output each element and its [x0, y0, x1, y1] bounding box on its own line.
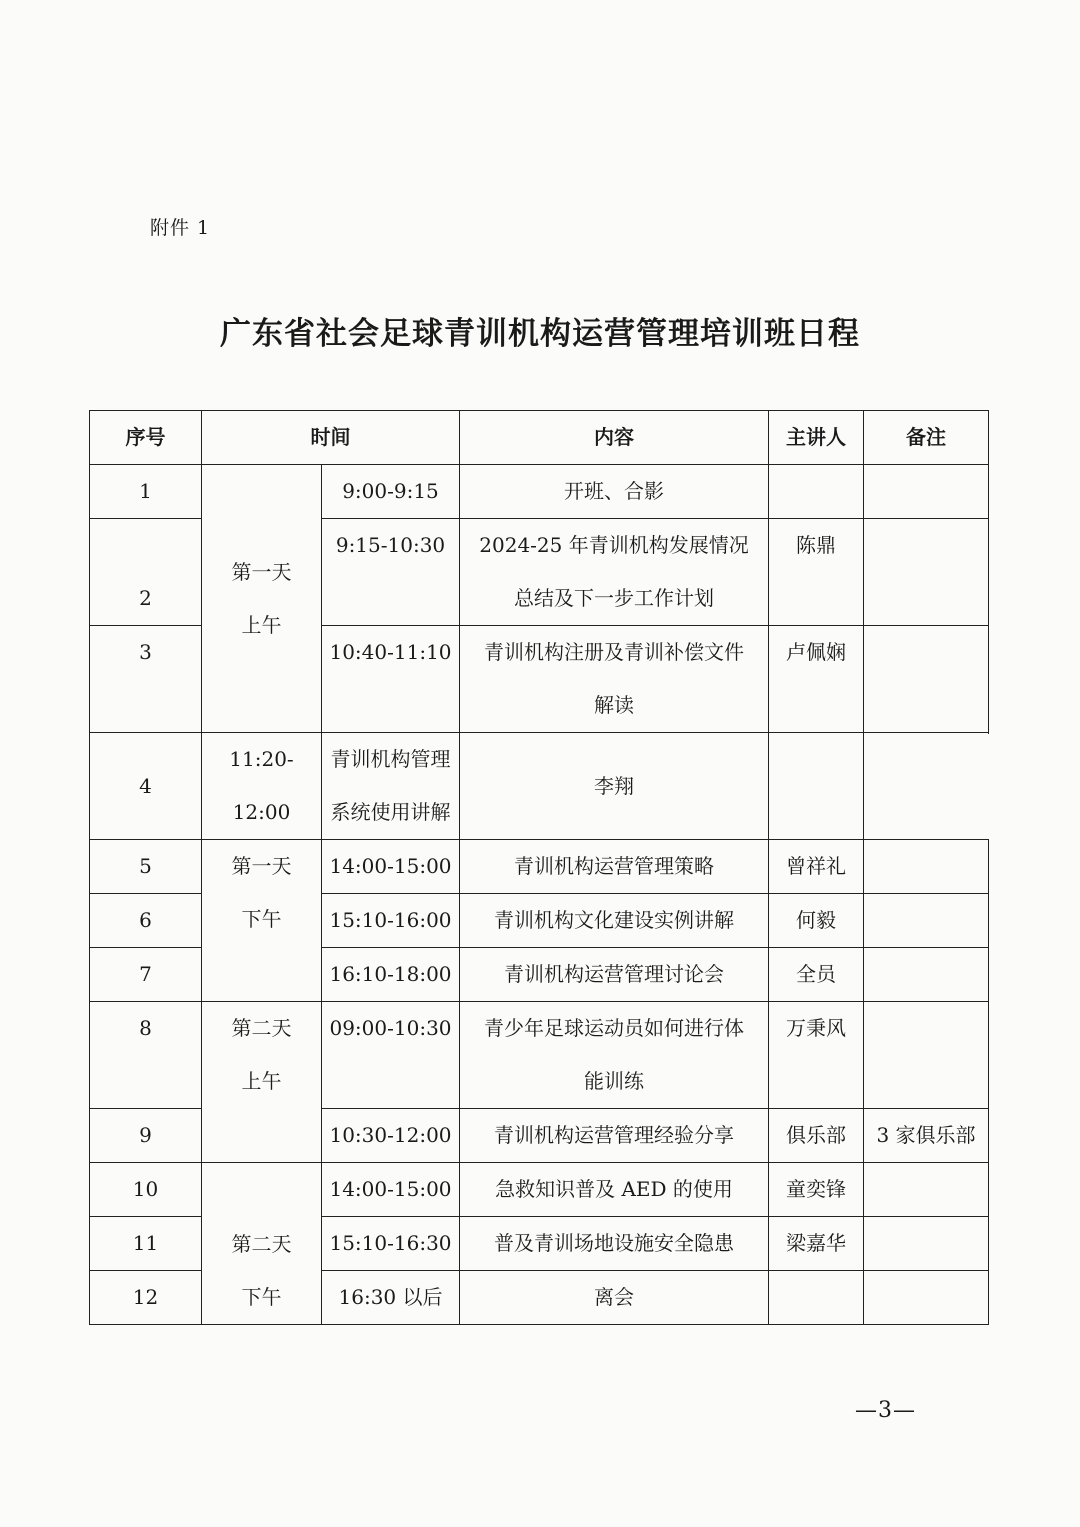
row-content: 青训机构运营管理经验分享 [460, 1109, 769, 1163]
session-day2-pm [202, 1163, 322, 1325]
row-time: 16:30 以后 [322, 1271, 460, 1325]
row-note [864, 626, 989, 733]
table-row [90, 465, 989, 519]
row-seq: 5 [90, 840, 202, 894]
session-day: 第二天 [231, 1232, 292, 1256]
row-seq: 7 [90, 948, 202, 1002]
row-time: 14:00-15:00 [322, 1163, 460, 1217]
row-content: 开班、合影 [460, 465, 769, 519]
content-line: 2024-25 年青训机构发展情况 [479, 533, 749, 557]
table-row [90, 840, 989, 894]
row-note [864, 840, 989, 894]
session-day: 第一天 [231, 559, 292, 584]
header-note: 备注 [864, 411, 989, 465]
row-content: 青训机构运营管理讨论会 [460, 948, 769, 1002]
row-content [460, 1002, 769, 1109]
row-speaker [769, 465, 864, 519]
session-day2-am [202, 1002, 322, 1163]
row-seq: 9 [90, 1109, 202, 1163]
content-line: 能训练 [584, 1069, 644, 1093]
session-period: 下午 [241, 907, 282, 931]
session-period: 上午 [241, 1069, 282, 1093]
header-time: 时间 [202, 411, 460, 465]
row-speaker: 俱乐部 [769, 1109, 864, 1163]
row-time: 10:40-11:10 [322, 626, 460, 733]
row-content: 青训机构文化建设实例讲解 [460, 894, 769, 948]
table-row [90, 1163, 989, 1217]
row-seq: 8 [90, 1002, 202, 1109]
row-note [864, 1163, 989, 1217]
row-time: 10:30-12:00 [322, 1109, 460, 1163]
row-time: 15:10-16:00 [322, 894, 460, 948]
row-seq: 1 [90, 465, 202, 519]
content-line: 青训机构注册及青训补偿文件 [484, 640, 744, 664]
row-time: 9:00-9:15 [322, 465, 460, 519]
table-header-row [90, 411, 989, 465]
row-content: 离会 [460, 1271, 769, 1325]
row-content: 青训机构管理系统使用讲解 [322, 733, 460, 840]
row-seq: 4 [90, 733, 202, 840]
row-speaker: 何毅 [769, 894, 864, 948]
row-time: 16:10-18:00 [322, 948, 460, 1002]
schedule-table [89, 410, 989, 1325]
row-speaker: 卢佩娴 [769, 626, 864, 733]
row-speaker: 曾祥礼 [769, 840, 864, 894]
row-note: 3 家俱乐部 [864, 1109, 989, 1163]
row-seq: 11 [90, 1217, 202, 1271]
session-day: 第一天 [231, 854, 292, 878]
row-content: 青训机构运营管理策略 [460, 840, 769, 894]
row-time: 9:15-10:30 [322, 519, 460, 626]
row-note [864, 1217, 989, 1271]
row-note [864, 519, 989, 626]
header-content: 内容 [460, 411, 769, 465]
row-time: 15:10-16:30 [322, 1217, 460, 1271]
row-note [864, 1002, 989, 1109]
row-time: 14:00-15:00 [322, 840, 460, 894]
row-speaker: 李翔 [460, 733, 769, 840]
session-day: 第二天 [231, 1016, 292, 1040]
row-note [864, 1271, 989, 1325]
table-row [90, 733, 989, 840]
row-content: 普及青训场地设施安全隐患 [460, 1217, 769, 1271]
row-speaker: 陈鼎 [769, 519, 864, 626]
row-seq: 12 [90, 1271, 202, 1325]
row-seq: 2 [90, 519, 202, 626]
session-period: 下午 [241, 1285, 282, 1309]
row-time: 09:00-10:30 [322, 1002, 460, 1109]
row-note [864, 894, 989, 948]
content-line: 青少年足球运动员如何进行体 [484, 1016, 744, 1040]
row-time: 11:20-12:00 [202, 733, 322, 840]
row-seq: 6 [90, 894, 202, 948]
row-speaker: 童奕锋 [769, 1163, 864, 1217]
row-content [460, 519, 769, 626]
row-note [864, 465, 989, 519]
table-row [90, 1002, 989, 1109]
row-seq: 3 [90, 626, 202, 733]
row-speaker [769, 1271, 864, 1325]
page-title: 广东省社会足球青训机构运营管理培训班日程 [220, 316, 860, 352]
content-line: 总结及下一步工作计划 [514, 586, 714, 610]
attachment-label: 附件 1 [150, 217, 211, 239]
row-speaker: 梁嘉华 [769, 1217, 864, 1271]
header-speaker: 主讲人 [769, 411, 864, 465]
row-speaker: 全员 [769, 948, 864, 1002]
row-speaker: 万秉风 [769, 1002, 864, 1109]
session-day1-pm [202, 840, 322, 1002]
row-content: 急救知识普及 AED 的使用 [460, 1163, 769, 1217]
page-number: —3— [855, 1398, 916, 1423]
content-line: 解读 [594, 693, 634, 717]
row-note [864, 948, 989, 1002]
row-seq: 10 [90, 1163, 202, 1217]
row-content [460, 626, 769, 733]
header-seq: 序号 [90, 411, 202, 465]
session-period: 上午 [241, 612, 282, 637]
session-day1-am [202, 465, 322, 733]
row-note [769, 733, 864, 840]
